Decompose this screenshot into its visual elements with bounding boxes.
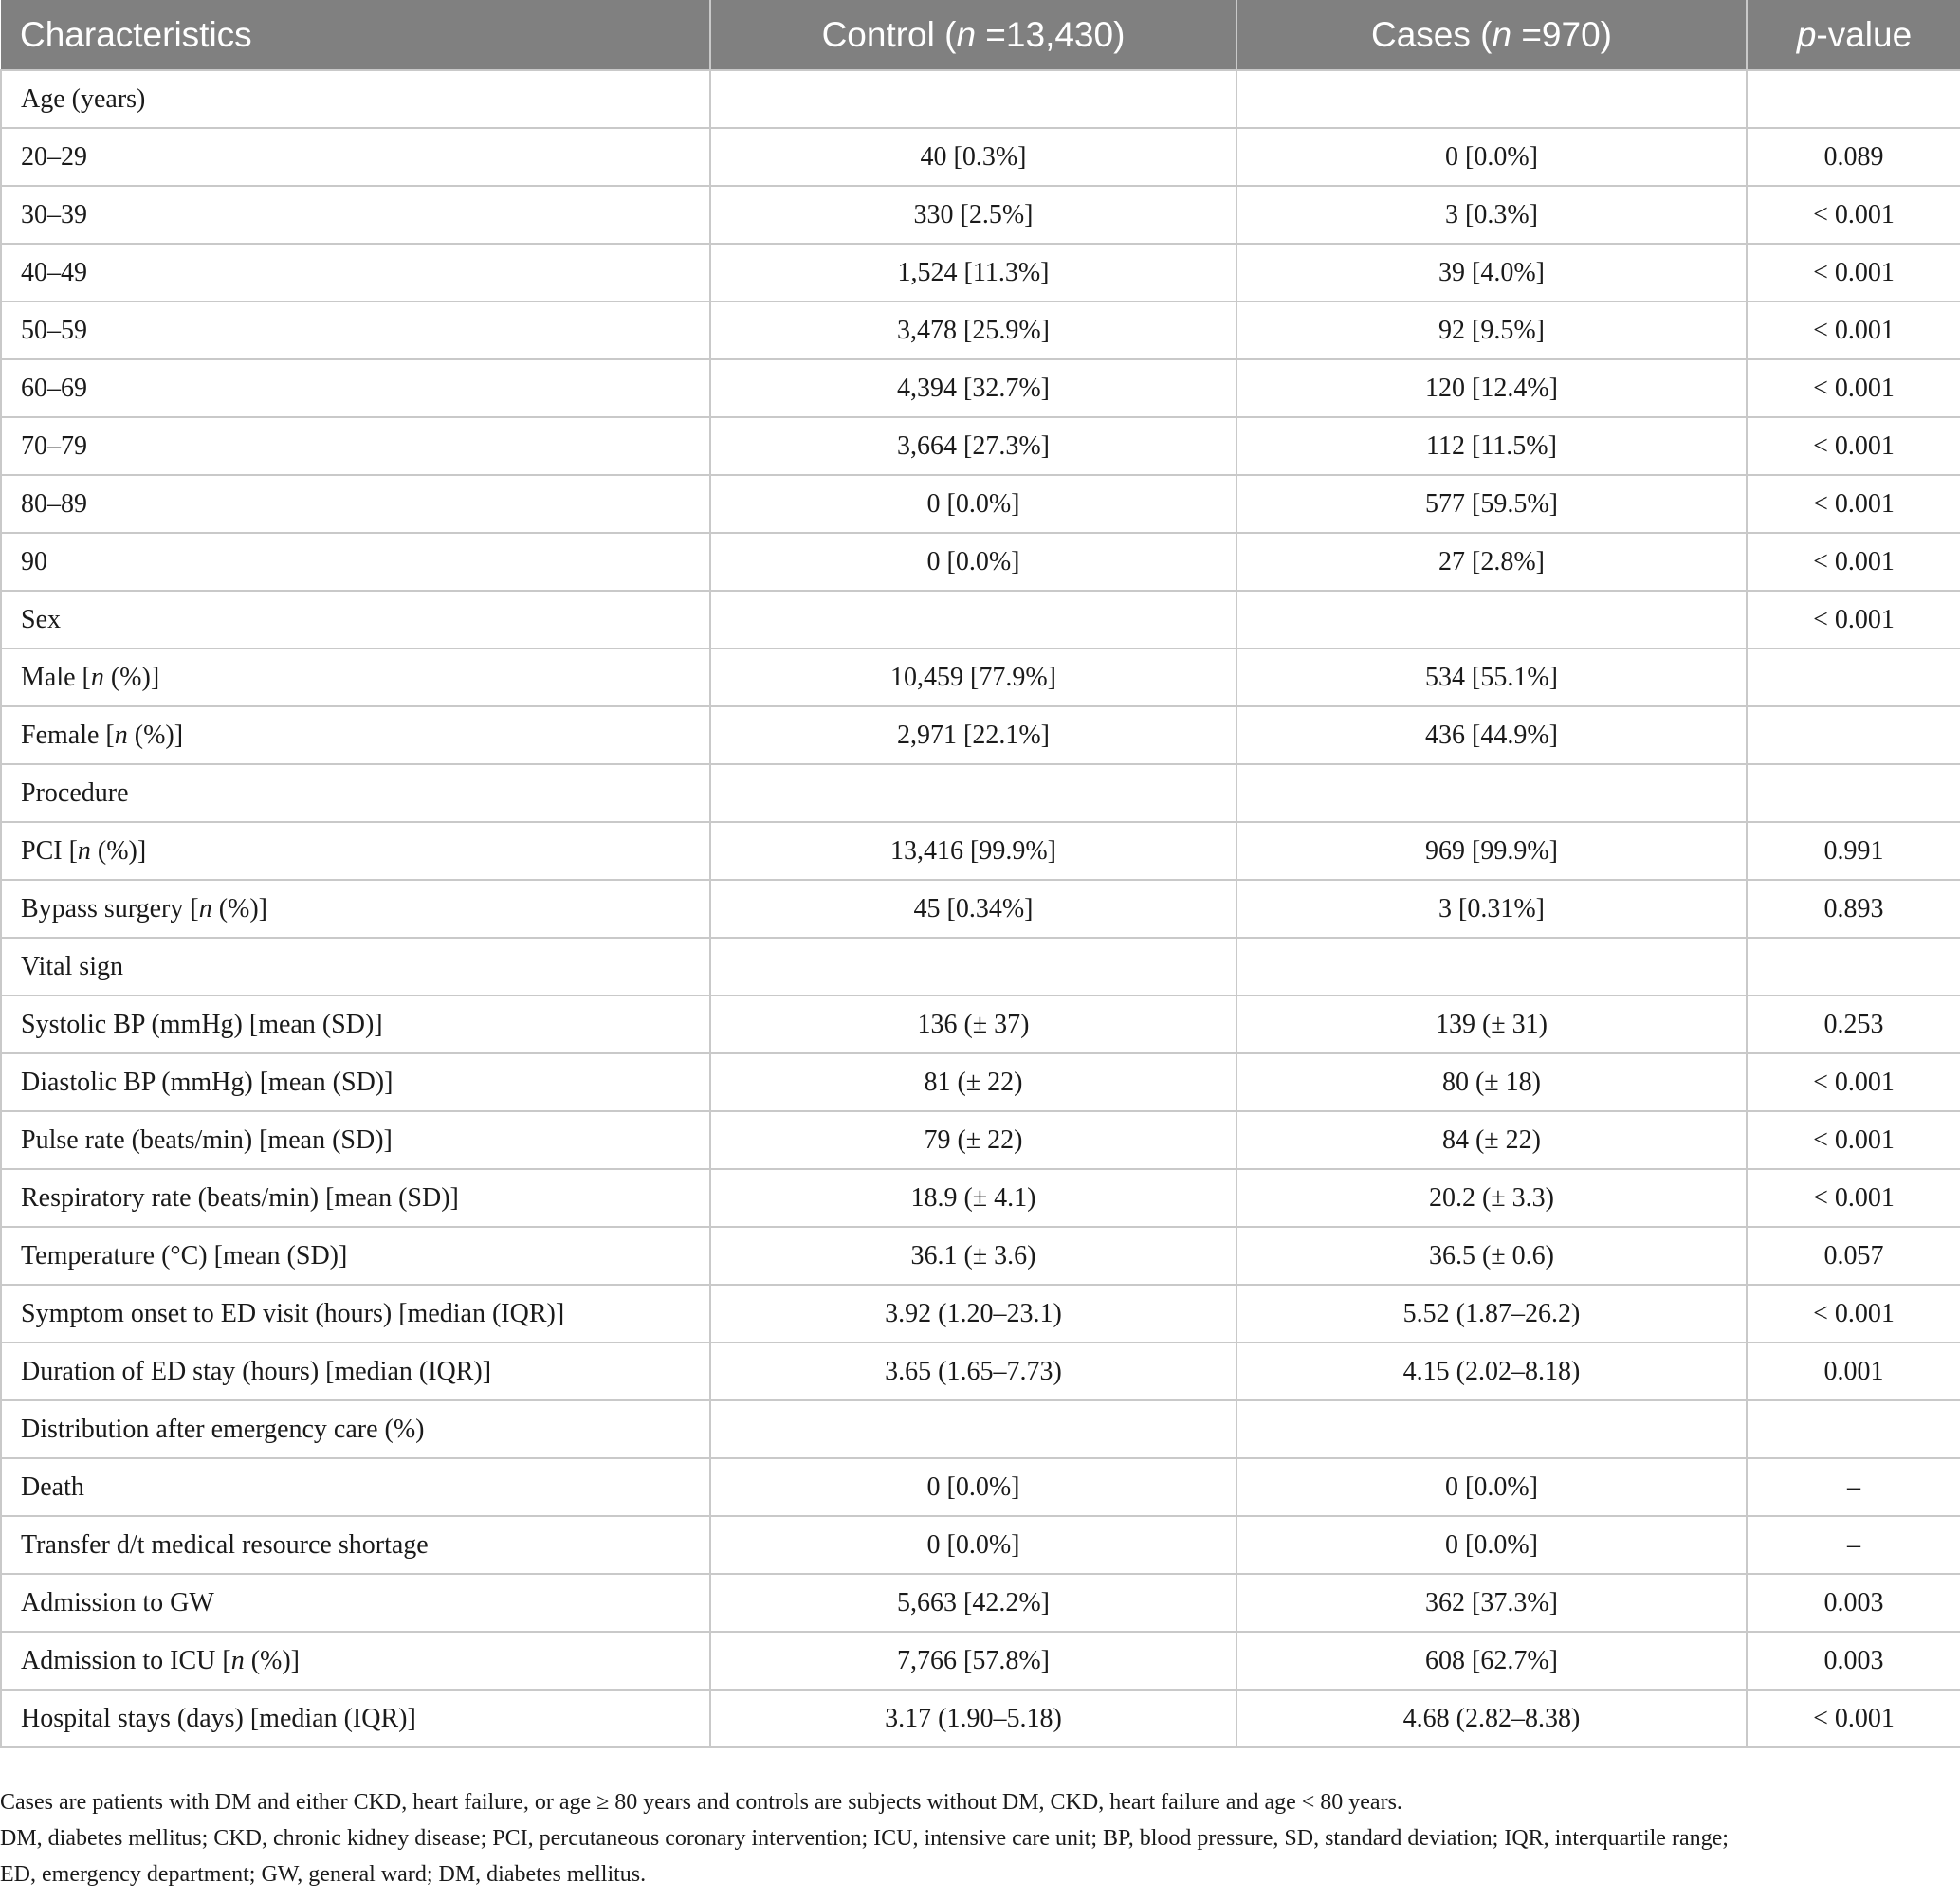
cases-value <box>1236 70 1747 128</box>
p-value <box>1747 1400 1960 1458</box>
cases-value: 0 [0.0%] <box>1236 1458 1747 1516</box>
control-value: 2,971 [22.1%] <box>710 706 1236 764</box>
table-row <box>1 1574 1960 1632</box>
row-label: Sex <box>1 591 710 649</box>
control-value: 13,416 [99.9%] <box>710 822 1236 880</box>
cases-value: 3 [0.3%] <box>1236 186 1747 244</box>
row-label: Vital sign <box>1 938 710 996</box>
p-value: 0.003 <box>1747 1574 1960 1632</box>
p-value: < 0.001 <box>1747 417 1960 475</box>
row-label: 40–49 <box>1 244 710 302</box>
p-value: 0.057 <box>1747 1227 1960 1285</box>
row-label: Pulse rate (beats/min) [mean (SD)] <box>1 1111 710 1169</box>
cases-value: 4.15 (2.02–8.18) <box>1236 1343 1747 1400</box>
p-value: < 0.001 <box>1747 1285 1960 1343</box>
p-value: 0.253 <box>1747 996 1960 1053</box>
table-header-row <box>1 0 1960 70</box>
table-row <box>1 359 1960 417</box>
table-row <box>1 1690 1960 1747</box>
row-label: Bypass surgery [n (%)] <box>1 880 710 938</box>
p-value <box>1747 764 1960 822</box>
table-row <box>1 70 1960 128</box>
header-pvalue-suffix: -value <box>1816 14 1913 54</box>
row-label: Symptom onset to ED visit (hours) [median (IQR)] <box>1 1285 710 1343</box>
row-label: 90 <box>1 533 710 591</box>
header-control-prefix: Control ( <box>821 14 957 54</box>
control-value: 0 [0.0%] <box>710 533 1236 591</box>
header-cases-n: n <box>1492 14 1512 54</box>
table-row <box>1 880 1960 938</box>
p-value: < 0.001 <box>1747 244 1960 302</box>
table-row <box>1 706 1960 764</box>
p-value: < 0.001 <box>1747 1111 1960 1169</box>
control-value: 0 [0.0%] <box>710 1516 1236 1574</box>
italic-n: n <box>90 662 104 692</box>
header-cases-suffix: =970) <box>1511 14 1612 54</box>
cases-value: 139 (± 31) <box>1236 996 1747 1053</box>
p-value: 0.991 <box>1747 822 1960 880</box>
cases-value: 27 [2.8%] <box>1236 533 1747 591</box>
table-row <box>1 1111 1960 1169</box>
table-row <box>1 533 1960 591</box>
p-value: < 0.001 <box>1747 475 1960 533</box>
p-value: < 0.001 <box>1747 302 1960 359</box>
control-value <box>710 764 1236 822</box>
p-value <box>1747 706 1960 764</box>
row-label: Procedure <box>1 764 710 822</box>
header-control <box>710 0 1236 70</box>
row-label: Distribution after emergency care (%) <box>1 1400 710 1458</box>
row-label: Hospital stays (days) [median (IQR)] <box>1 1690 710 1747</box>
row-label: 20–29 <box>1 128 710 186</box>
control-value: 0 [0.0%] <box>710 1458 1236 1516</box>
cases-value: 36.5 (± 0.6) <box>1236 1227 1747 1285</box>
header-pvalue-p: p <box>1796 14 1817 54</box>
control-value: 3.92 (1.20–23.1) <box>710 1285 1236 1343</box>
row-label: 50–59 <box>1 302 710 359</box>
table-row <box>1 302 1960 359</box>
row-label: Respiratory rate (beats/min) [mean (SD)] <box>1 1169 710 1227</box>
cases-value: 436 [44.9%] <box>1236 706 1747 764</box>
cases-value: 20.2 (± 3.3) <box>1236 1169 1747 1227</box>
italic-n: n <box>77 835 91 866</box>
control-value: 10,459 [77.9%] <box>710 649 1236 706</box>
p-value: 0.893 <box>1747 880 1960 938</box>
footnote-abbreviations-1: DM, diabetes mellitus; CKD, chronic kidney disease; PCI, percutaneous coronary intervention; ICU, intensive care unit; BP, blood pressure, SD, standard deviation; IQR, interquartile range; <box>0 1826 1729 1851</box>
control-value: 5,663 [42.2%] <box>710 1574 1236 1632</box>
control-value <box>710 938 1236 996</box>
cases-value: 80 (± 18) <box>1236 1053 1747 1111</box>
table-row <box>1 1053 1960 1111</box>
cases-value: 577 [59.5%] <box>1236 475 1747 533</box>
control-value: 3,478 [25.9%] <box>710 302 1236 359</box>
cases-value: 39 [4.0%] <box>1236 244 1747 302</box>
p-value: 0.003 <box>1747 1632 1960 1690</box>
p-value: – <box>1747 1516 1960 1574</box>
p-value <box>1747 938 1960 996</box>
cases-value: 4.68 (2.82–8.38) <box>1236 1690 1747 1747</box>
table-row <box>1 1169 1960 1227</box>
table-row <box>1 244 1960 302</box>
footnote-abbreviations-2: ED, emergency department; GW, general ward; DM, diabetes mellitus. <box>0 1862 647 1887</box>
p-value: 0.089 <box>1747 128 1960 186</box>
header-control-n: n <box>956 14 977 54</box>
table-row <box>1 764 1960 822</box>
row-label: Transfer d/t medical resource shortage <box>1 1516 710 1574</box>
header-pvalue <box>1747 0 1960 70</box>
table-row <box>1 475 1960 533</box>
table-row <box>1 1458 1960 1516</box>
row-label: Death <box>1 1458 710 1516</box>
cases-value: 3 [0.31%] <box>1236 880 1747 938</box>
row-label: Age (years) <box>1 70 710 128</box>
cases-value: 0 [0.0%] <box>1236 128 1747 186</box>
cases-value: 0 [0.0%] <box>1236 1516 1747 1574</box>
control-value: 45 [0.34%] <box>710 880 1236 938</box>
p-value: – <box>1747 1458 1960 1516</box>
control-value: 18.9 (± 4.1) <box>710 1169 1236 1227</box>
control-value <box>710 1400 1236 1458</box>
p-value: < 0.001 <box>1747 1169 1960 1227</box>
italic-n: n <box>230 1645 245 1675</box>
table-row <box>1 1400 1960 1458</box>
footnote-definition: Cases are patients with DM and either CKD, heart failure, or age ≥ 80 years and controls are subjects without DM, CKD, heart failure and age < 80 years. <box>0 1790 1402 1815</box>
cases-value: 608 [62.7%] <box>1236 1632 1747 1690</box>
p-value: < 0.001 <box>1747 186 1960 244</box>
control-value <box>710 70 1236 128</box>
table-row <box>1 1632 1960 1690</box>
table-footnotes <box>0 1784 1960 1892</box>
cases-value <box>1236 764 1747 822</box>
header-characteristics: Characteristics <box>1 0 710 70</box>
cases-value: 362 [37.3%] <box>1236 1574 1747 1632</box>
p-value: < 0.001 <box>1747 1690 1960 1747</box>
row-label: Admission to GW <box>1 1574 710 1632</box>
control-value: 3.17 (1.90–5.18) <box>710 1690 1236 1747</box>
cases-value <box>1236 938 1747 996</box>
italic-n: n <box>114 720 128 750</box>
p-value: < 0.001 <box>1747 1053 1960 1111</box>
control-value: 36.1 (± 3.6) <box>710 1227 1236 1285</box>
control-value: 330 [2.5%] <box>710 186 1236 244</box>
italic-n: n <box>198 893 212 923</box>
table-row <box>1 1343 1960 1400</box>
row-label: Admission to ICU [n (%)] <box>1 1632 710 1690</box>
cases-value: 120 [12.4%] <box>1236 359 1747 417</box>
p-value: < 0.001 <box>1747 533 1960 591</box>
control-value: 136 (± 37) <box>710 996 1236 1053</box>
row-label: 80–89 <box>1 475 710 533</box>
table-row <box>1 1227 1960 1285</box>
control-value: 3.65 (1.65–7.73) <box>710 1343 1236 1400</box>
cases-value <box>1236 591 1747 649</box>
cases-value: 969 [99.9%] <box>1236 822 1747 880</box>
row-label: Diastolic BP (mmHg) [mean (SD)] <box>1 1053 710 1111</box>
table-row <box>1 996 1960 1053</box>
row-label: 70–79 <box>1 417 710 475</box>
control-value: 79 (± 22) <box>710 1111 1236 1169</box>
row-label: Duration of ED stay (hours) [median (IQR)] <box>1 1343 710 1400</box>
control-value: 40 [0.3%] <box>710 128 1236 186</box>
table-row <box>1 1516 1960 1574</box>
table-row <box>1 649 1960 706</box>
control-value: 4,394 [32.7%] <box>710 359 1236 417</box>
row-label: Temperature (°C) [mean (SD)] <box>1 1227 710 1285</box>
row-label: 30–39 <box>1 186 710 244</box>
row-label: Male [n (%)] <box>1 649 710 706</box>
header-cases <box>1236 0 1747 70</box>
table-row <box>1 938 1960 996</box>
table-row <box>1 1285 1960 1343</box>
table-row <box>1 186 1960 244</box>
cases-value <box>1236 1400 1747 1458</box>
p-value <box>1747 70 1960 128</box>
header-control-suffix: =13,430) <box>976 14 1126 54</box>
p-value <box>1747 649 1960 706</box>
table-row <box>1 128 1960 186</box>
control-value: 0 [0.0%] <box>710 475 1236 533</box>
cases-value: 534 [55.1%] <box>1236 649 1747 706</box>
table-row <box>1 417 1960 475</box>
control-value: 7,766 [57.8%] <box>710 1632 1236 1690</box>
row-label: Female [n (%)] <box>1 706 710 764</box>
cases-value: 5.52 (1.87–26.2) <box>1236 1285 1747 1343</box>
table-row <box>1 591 1960 649</box>
cases-value: 92 [9.5%] <box>1236 302 1747 359</box>
row-label: 60–69 <box>1 359 710 417</box>
control-value: 81 (± 22) <box>710 1053 1236 1111</box>
table-body <box>1 70 1960 1747</box>
cases-value: 84 (± 22) <box>1236 1111 1747 1169</box>
p-value: 0.001 <box>1747 1343 1960 1400</box>
p-value: < 0.001 <box>1747 591 1960 649</box>
control-value <box>710 591 1236 649</box>
row-label: Systolic BP (mmHg) [mean (SD)] <box>1 996 710 1053</box>
table-row <box>1 822 1960 880</box>
p-value: < 0.001 <box>1747 359 1960 417</box>
cases-value: 112 [11.5%] <box>1236 417 1747 475</box>
row-label: PCI [n (%)] <box>1 822 710 880</box>
control-value: 3,664 [27.3%] <box>710 417 1236 475</box>
header-cases-prefix: Cases ( <box>1370 14 1493 54</box>
control-value: 1,524 [11.3%] <box>710 244 1236 302</box>
